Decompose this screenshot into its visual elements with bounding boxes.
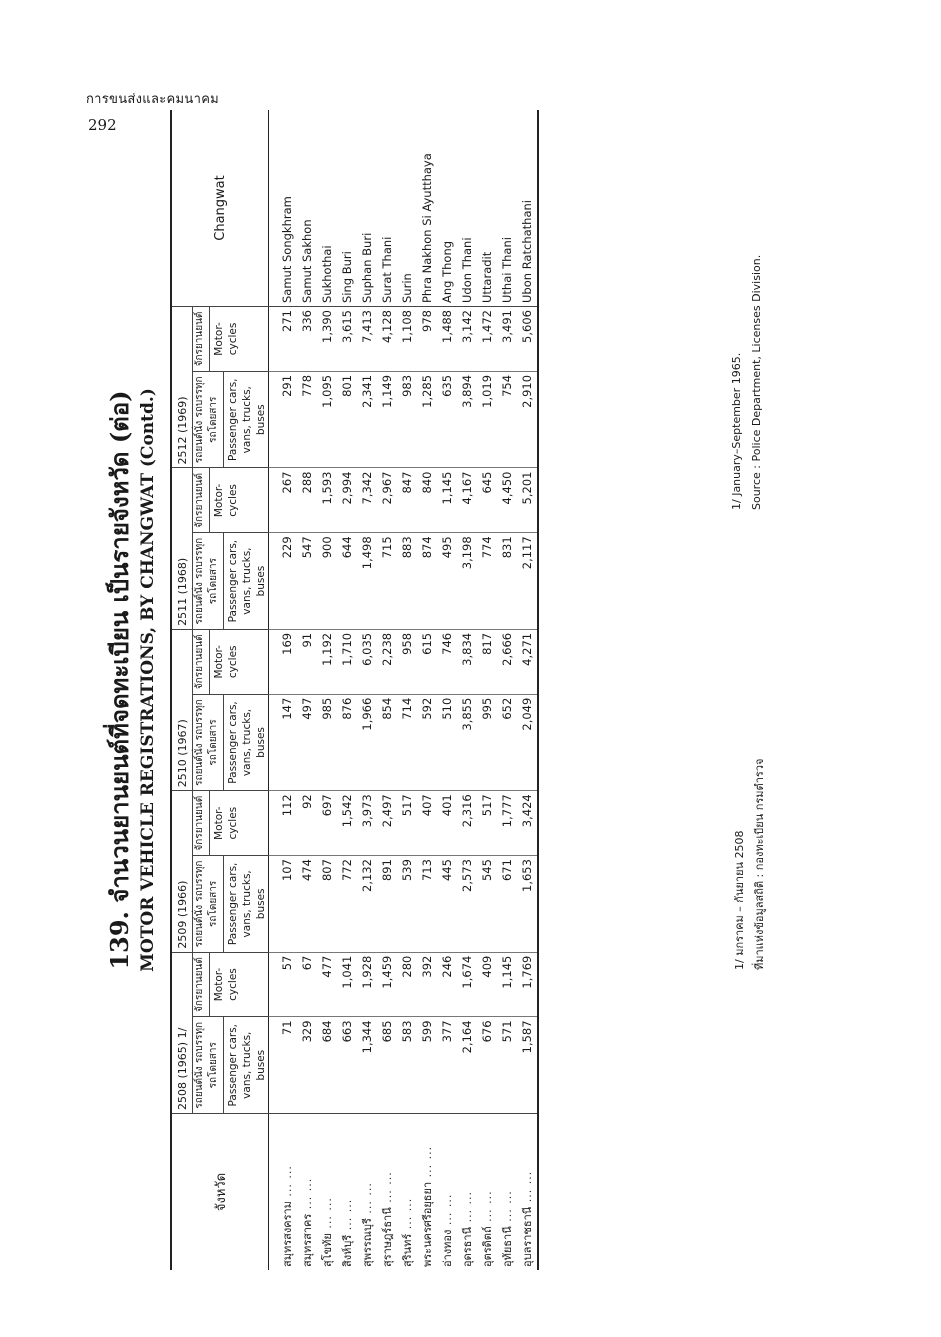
title-english: MOTOR VEHICLE REGISTRATIONS, BY CHANGWAT (Contd.) [138,388,158,972]
value-cell: 713 [417,856,437,953]
value-cell: 891 [377,856,397,953]
value-cell: 772 [337,856,357,953]
subheader-passenger [193,533,269,630]
subheader-motorcycles-thai: จักรยานยนต์ [193,469,210,533]
value-cell: 497 [297,694,317,791]
changwat-english: Surin [397,110,417,307]
leader-dots: ... ... [501,1190,514,1227]
changwat-thai-label: สมุทรสาคร [301,1213,314,1267]
page-number: 292 [88,116,117,134]
changwat-thai [517,1114,538,1271]
value-cell: 4,128 [377,307,397,372]
table-row [477,110,497,1270]
value-cell: 1,095 [317,371,337,468]
value-cell: 3,855 [457,694,477,791]
subheader-motorcycles-english: Motor-cycles [213,483,239,518]
value-cell: 2,994 [337,468,357,533]
value-cell: 592 [417,694,437,791]
value-cell: 1,344 [357,1017,377,1114]
value-cell: 2,238 [377,629,397,694]
running-header: การขนส่งและคมนาคม [86,92,220,107]
value-cell: 983 [397,371,417,468]
value-cell: 67 [297,952,317,1017]
source-thai: ที่มาแห่งข้อมูลสถิติ : กองทะเบียน กรมตำรวจ [753,758,766,970]
changwat-thai-label: สิงห์บุรี [341,1234,354,1267]
subheader-motorcycles-thai: จักรยานยนต์ [193,630,210,694]
table-row [457,110,477,1270]
value-cell: 147 [269,694,298,791]
value-cell: 2,666 [497,629,517,694]
leader-dots: ... ... [321,1197,334,1234]
value-cell: 91 [297,629,317,694]
changwat-thai [317,1114,337,1271]
value-cell: 2,967 [377,468,397,533]
value-cell: 1,653 [517,856,538,953]
value-cell: 5,201 [517,468,538,533]
value-cell: 1,019 [477,371,497,468]
value-cell: 801 [337,371,357,468]
leader-dots: ... ... [301,1177,314,1214]
value-cell: 985 [317,694,337,791]
value-cell: 3,491 [497,307,517,372]
subheader-motorcycles [193,307,269,372]
title-thai: 139. จำนวนยานยนต์ที่จดทะเบียน เป็นรายจังหวัด (ต่อ) [105,390,134,970]
subheader-passenger-thai: รถยนต์นั่ง รถบรรทุก รถโดยสาร [193,372,224,468]
value-cell: 246 [437,952,457,1017]
value-cell: 7,342 [357,468,377,533]
value-cell: 547 [297,533,317,630]
value-cell: 112 [269,791,298,856]
value-cell: 684 [317,1017,337,1114]
changwat-thai-label: สมุทรสงคราม [281,1201,294,1267]
changwat-thai [437,1114,457,1271]
value-cell: 409 [477,952,497,1017]
value-cell: 746 [437,629,457,694]
value-cell: 754 [497,371,517,468]
header-changwat-thai: จังหวัด [171,1114,269,1271]
value-cell: 1,192 [317,629,337,694]
value-cell: 1,710 [337,629,357,694]
value-cell: 663 [337,1017,357,1114]
value-cell: 1,488 [437,307,457,372]
changwat-english: Ang Thong [437,110,457,307]
value-cell: 3,424 [517,791,538,856]
value-cell: 7,413 [357,307,377,372]
leader-dots: ... ... [441,1193,454,1230]
subheader-passenger-thai: รถยนต์นั่ง รถบรรทุก รถโดยสาร [193,856,224,952]
value-cell: 1,390 [317,307,337,372]
value-cell: 995 [477,694,497,791]
leader-dots: ... ... [361,1182,374,1219]
value-cell: 1,674 [457,952,477,1017]
value-cell: 831 [497,533,517,630]
changwat-english: Surat Thani [377,110,397,307]
value-cell: 3,894 [457,371,477,468]
table-row [497,110,517,1270]
value-cell: 517 [397,791,417,856]
year-header-2512: 2512 (1969) [171,307,193,469]
subheader-passenger-english: Passenger cars, vans, trucks, buses [227,539,267,623]
table-row [269,110,298,1270]
changwat-english: Suphan Buri [357,110,377,307]
value-cell: 407 [417,791,437,856]
year-header-2511: 2511 (1968) [171,468,193,629]
changwat-thai-label: อุดรธานี [461,1226,474,1267]
value-cell: 1,145 [437,468,457,533]
value-cell: 1,542 [337,791,357,856]
header-changwat-english: Changwat [171,110,269,307]
value-cell: 1,593 [317,468,337,533]
year-header-2510: 2510 (1967) [171,629,193,790]
table-row [317,110,337,1270]
year-header-2509: 2509 (1966) [171,791,193,952]
value-cell: 1,769 [517,952,538,1017]
subheader-passenger-english: Passenger cars, vans, trucks, buses [227,701,267,784]
leader-dots: ... ... [521,1170,534,1207]
value-cell: 517 [477,791,497,856]
value-cell: 1,966 [357,694,377,791]
leader-dots: ... ... [461,1190,474,1227]
value-cell: 169 [269,629,298,694]
value-cell: 477 [317,952,337,1017]
value-cell: 4,450 [497,468,517,533]
value-cell: 840 [417,468,437,533]
value-cell: 807 [317,856,337,953]
value-cell: 715 [377,533,397,630]
value-cell: 107 [269,856,298,953]
value-cell: 774 [477,533,497,630]
subheader-motorcycles [193,791,269,856]
value-cell: 336 [297,307,317,372]
changwat-thai [357,1114,377,1271]
subheader-motorcycles-thai: จักรยานยนต์ [193,307,210,371]
value-cell: 1,149 [377,371,397,468]
subheader-motorcycles-english: Motor-cycles [213,322,239,356]
value-cell: 280 [397,952,417,1017]
changwat-thai [457,1114,477,1271]
changwat-thai [269,1114,298,1271]
value-cell: 4,271 [517,629,538,694]
value-cell: 1,285 [417,371,437,468]
value-cell: 978 [417,307,437,372]
value-cell: 5,606 [517,307,538,372]
value-cell: 697 [317,791,337,856]
value-cell: 2,573 [457,856,477,953]
changwat-english: Udon Thani [457,110,477,307]
subheader-passenger-thai: รถยนต์นั่ง รถบรรทุก รถโดยสาร [193,1017,224,1113]
changwat-thai-label: อุตรดิตถ์ [481,1226,494,1267]
value-cell: 329 [297,1017,317,1114]
value-cell: 3,973 [357,791,377,856]
table-row [377,110,397,1270]
changwat-thai [297,1114,317,1271]
value-cell: 495 [437,533,457,630]
value-cell: 288 [297,468,317,533]
changwat-thai-label: สุรินทร์ [401,1233,414,1267]
table-row [517,110,538,1270]
subheader-passenger-thai: รถยนต์นั่ง รถบรรทุก รถโดยสาร [193,533,224,629]
value-cell: 57 [269,952,298,1017]
table-row [417,110,437,1270]
value-cell: 267 [269,468,298,533]
value-cell: 1,145 [497,952,517,1017]
table-row [397,110,417,1270]
value-cell: 676 [477,1017,497,1114]
changwat-english: Samut Songkhram [269,110,298,307]
subheader-passenger-english: Passenger cars, vans, trucks, buses [227,1023,267,1107]
value-cell: 4,167 [457,468,477,533]
rotated-table-page [90,90,810,1270]
value-cell: 900 [317,533,337,630]
changwat-english: Phra Nakhon Si Ayutthaya [417,110,437,307]
value-cell: 71 [269,1017,298,1114]
leader-dots: ... ... [421,1145,434,1182]
subheader-passenger [193,371,269,468]
value-cell: 92 [297,791,317,856]
subheader-motorcycles-english: Motor-cycles [213,806,239,840]
value-cell: 377 [437,1017,457,1114]
value-cell: 545 [477,856,497,953]
value-cell: 3,142 [457,307,477,372]
changwat-thai-label: สุราษฎร์ธานี [381,1207,394,1267]
value-cell: 876 [337,694,357,791]
table-row [437,110,457,1270]
table-row [297,110,317,1270]
value-cell: 3,198 [457,533,477,630]
changwat-thai [377,1114,397,1271]
value-cell: 510 [437,694,457,791]
value-cell: 2,341 [357,371,377,468]
value-cell: 2,164 [457,1017,477,1114]
value-cell: 644 [337,533,357,630]
year-header-2508: 2508 (1965) 1/ [171,952,193,1113]
value-cell: 2,049 [517,694,538,791]
value-cell: 2,132 [357,856,377,953]
value-cell: 571 [497,1017,517,1114]
changwat-thai-label: พระนครศรีอยุธยา [421,1181,434,1267]
value-cell: 854 [377,694,397,791]
value-cell: 1,928 [357,952,377,1017]
leader-dots: ... ... [341,1198,354,1235]
changwat-thai-label: อุทัยธานี [501,1226,514,1267]
subheader-motorcycles-thai: จักรยานยนต์ [193,791,210,855]
changwat-thai [497,1114,517,1271]
value-cell: 229 [269,533,298,630]
subheader-motorcycles-thai: จักรยานยนต์ [193,953,210,1017]
subheader-passenger [193,856,269,953]
value-cell: 583 [397,1017,417,1114]
subheader-motorcycles-english: Motor-cycles [213,967,239,1002]
changwat-english: Samut Sakhon [297,110,317,307]
changwat-thai [397,1114,417,1271]
value-cell: 817 [477,629,497,694]
value-cell: 2,117 [517,533,538,630]
value-cell: 615 [417,629,437,694]
subheader-passenger-english: Passenger cars, vans, trucks, buses [227,862,267,946]
value-cell: 445 [437,856,457,953]
subheader-passenger-english: Passenger cars, vans, trucks, buses [227,378,267,461]
value-cell: 714 [397,694,417,791]
subheader-passenger [193,1017,269,1114]
value-cell: 6,035 [357,629,377,694]
registration-table [170,110,539,1270]
source-english: Source : Police Department, Licenses Division. [750,254,763,510]
subheader-motorcycles [193,629,269,694]
leader-dots: ... ... [401,1197,414,1234]
value-cell: 1,472 [477,307,497,372]
value-cell: 635 [437,371,457,468]
changwat-english: Ubon Ratchathani [517,110,538,307]
value-cell: 599 [417,1017,437,1114]
value-cell: 652 [497,694,517,791]
changwat-thai-label: สุพรรณบุรี [361,1218,374,1267]
changwat-english: Uthai Thani [497,110,517,307]
value-cell: 1,041 [337,952,357,1017]
value-cell: 958 [397,629,417,694]
value-cell: 3,834 [457,629,477,694]
value-cell: 3,615 [337,307,357,372]
subheader-passenger [193,694,269,791]
value-cell: 1,498 [357,533,377,630]
value-cell: 847 [397,468,417,533]
value-cell: 401 [437,791,457,856]
changwat-english: Sukhothai [317,110,337,307]
changwat-thai-label: อุบลราชธานี [521,1206,534,1267]
changwat-thai-label: สุโขทัย [321,1233,334,1267]
footnote-thai: 1/ มกราคม – กันยายน 2508 [733,830,746,970]
value-cell: 874 [417,533,437,630]
subheader-motorcycles-english: Motor-cycles [213,645,239,679]
changwat-thai [417,1114,437,1271]
value-cell: 2,497 [377,791,397,856]
value-cell: 778 [297,371,317,468]
value-cell: 1,587 [517,1017,538,1114]
changwat-thai-label: อ่างทอง [441,1229,454,1267]
value-cell: 1,108 [397,307,417,372]
changwat-thai [477,1114,497,1271]
subheader-passenger-thai: รถยนต์นั่ง รถบรรทุก รถโดยสาร [193,695,224,791]
footnote-english: 1/ January–September 1965. [730,352,743,510]
subheader-motorcycles [193,952,269,1017]
table-row [337,110,357,1270]
value-cell: 392 [417,952,437,1017]
value-cell: 1,459 [377,952,397,1017]
subheader-motorcycles [193,468,269,533]
changwat-thai [337,1114,357,1271]
value-cell: 474 [297,856,317,953]
changwat-english: Sing Buri [337,110,357,307]
value-cell: 671 [497,856,517,953]
leader-dots: ... ... [481,1190,494,1227]
value-cell: 883 [397,533,417,630]
value-cell: 1,777 [497,791,517,856]
value-cell: 539 [397,856,417,953]
value-cell: 291 [269,371,298,468]
changwat-english: Uttaradit [477,110,497,307]
value-cell: 685 [377,1017,397,1114]
table-row [357,110,377,1270]
leader-dots: ... ... [281,1165,294,1202]
value-cell: 2,910 [517,371,538,468]
value-cell: 645 [477,468,497,533]
leader-dots: ... ... [381,1171,394,1208]
value-cell: 271 [269,307,298,372]
value-cell: 2,316 [457,791,477,856]
